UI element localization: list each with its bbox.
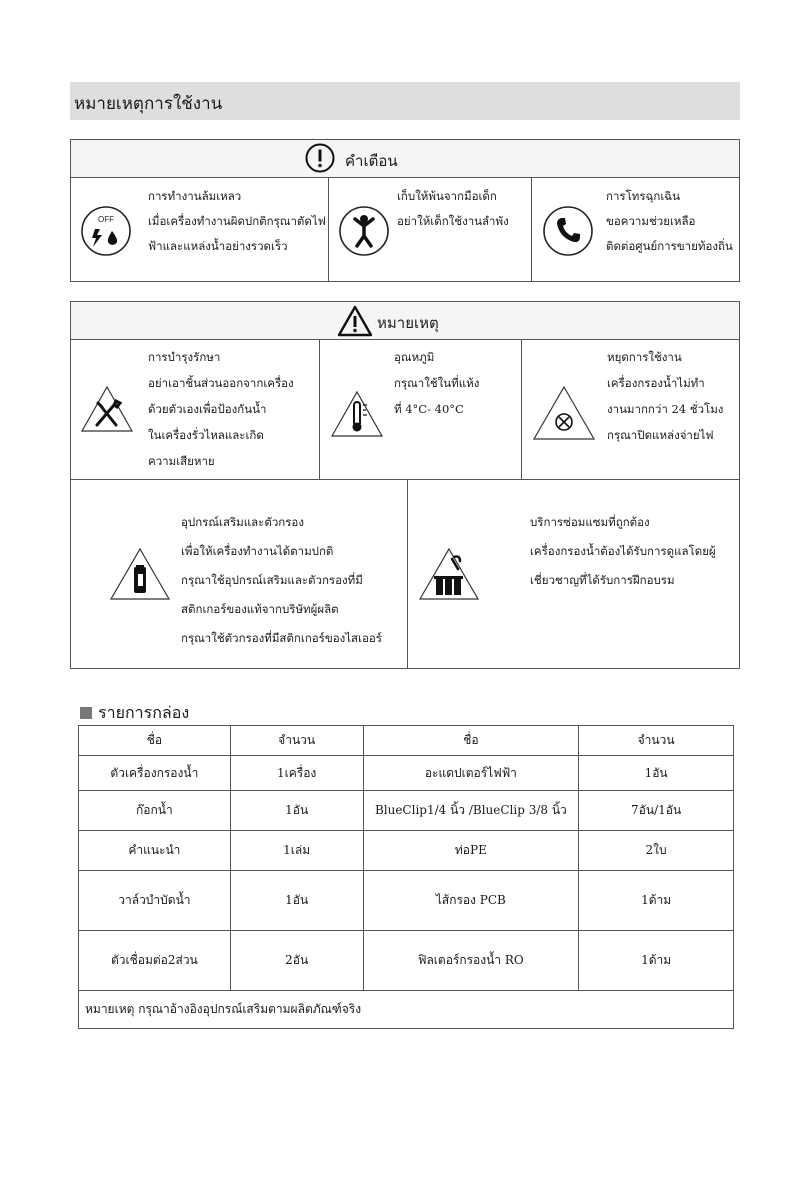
- notes-title: หมายเหตุ: [377, 314, 439, 332]
- notes-panel: [70, 301, 740, 669]
- table-cell: 1เครื่อง: [230, 756, 363, 791]
- square-bullet-icon: [80, 707, 92, 719]
- table-cell: ตัวเชื่อมต่อ2ส่วน: [79, 931, 231, 991]
- text-line: อุปกรณ์เสริมและตัวกรอง: [181, 515, 304, 529]
- notes-cell-3: [522, 340, 739, 479]
- text-line: ขอความช่วยเหลือ: [606, 214, 696, 228]
- warning-cell-1: [71, 178, 329, 281]
- text-line: เชี่ยวชาญที่ได้รับการฝึกอบรม: [530, 573, 675, 587]
- warning-panel: [70, 139, 740, 282]
- text-line: เก็บให้พ้นจากมือเด็ก: [397, 189, 497, 203]
- text-line: เครื่องกรองน้ำไม่ทำ: [607, 376, 705, 390]
- tools-icon: [80, 385, 134, 433]
- table-cell: 2อัน: [230, 931, 363, 991]
- table-cell: 1อัน: [230, 791, 363, 831]
- box-contents-table: [78, 725, 734, 1029]
- text-line: การทำงานล้มเหลว: [148, 189, 242, 203]
- text-line: การโทรฉุกเฉิน: [606, 189, 680, 203]
- warning-text: [148, 184, 326, 259]
- text-line: อุณหภูมิ: [394, 350, 435, 364]
- table-row: [79, 831, 734, 871]
- table-cell: 1อัน: [579, 756, 734, 791]
- text-line: ฟ้าและแหล่งน้ำอย่างรวดเร็ว: [148, 239, 288, 253]
- text-line: กรุณาใช้อุปกรณ์เสริมและตัวกรองที่มี: [181, 573, 363, 587]
- table-cell: 1ด้าม: [579, 871, 734, 931]
- table-cell: วาล์วบำบัดน้ำ: [79, 871, 231, 931]
- header-cell: จำนวน: [579, 726, 734, 756]
- service-icon: [418, 547, 480, 601]
- text-line: การบำรุงรักษา: [148, 350, 221, 364]
- notes-cell-5: [408, 480, 739, 668]
- table-cell: ก๊อกน้ำ: [79, 791, 231, 831]
- table-cell: BlueClip1/4 นิ้ว /BlueClip 3/8 นิ้ว: [363, 791, 579, 831]
- text-line: ที่ 4°C- 40°C: [394, 402, 464, 416]
- table-cell: ไส้กรอง PCB: [363, 871, 579, 931]
- text-line: เพื่อให้เครื่องทำงานได้ตามปกติ: [181, 544, 334, 558]
- text-line: ด้วยตัวเองเพื่อป้องกันน้ำ: [148, 402, 267, 416]
- header-cell: จำนวน: [230, 726, 363, 756]
- text-line: ติดต่อศูนย์การขายท้องถิ่น: [606, 239, 733, 253]
- table-cell: อะแดปเตอร์ไฟฟ้า: [363, 756, 579, 791]
- table-cell: 1เล่ม: [230, 831, 363, 871]
- table-cell: คำแนะนำ: [79, 831, 231, 871]
- text-line: ในเครื่องรั่วไหลและเกิด: [148, 428, 264, 442]
- header-cell: ชื่อ: [79, 726, 231, 756]
- text-line: งานมากกว่า 24 ชั่วโมง: [607, 402, 724, 416]
- table-cell: 1อัน: [230, 871, 363, 931]
- table-cell: ฟิลเตอร์กรองน้ำ RO: [363, 931, 579, 991]
- text-line: ความเสียหาย: [148, 454, 215, 468]
- section-header: [70, 82, 740, 120]
- stop-icon: [532, 385, 596, 441]
- text-line: อย่าให้เด็กใช้งานลำพัง: [397, 214, 509, 228]
- table-note-row: [79, 991, 734, 1029]
- warning-title-bar: [71, 140, 739, 178]
- notes-row-top: [71, 340, 739, 480]
- section-title: หมายเหตุการใช้งาน: [74, 94, 223, 114]
- notes-row-bottom: [71, 480, 739, 668]
- child-icon: [338, 205, 390, 257]
- box-heading: [80, 701, 189, 726]
- table-header-row: [79, 726, 734, 756]
- filter-cartridge-icon: [109, 547, 171, 601]
- table-cell: 1ด้าม: [579, 931, 734, 991]
- warning-cell-3: [532, 178, 739, 281]
- off-power-water-icon: [80, 205, 132, 257]
- notes-cell-4: [71, 480, 408, 668]
- table-row: [79, 931, 734, 991]
- table-note: หมายเหตุ กรุณาอ้างอิงอุปกรณ์เสริมตามผลิตภัณฑ์จริง: [79, 991, 734, 1029]
- exclamation-circle-icon: [305, 143, 335, 173]
- thermometer-icon: [330, 390, 384, 438]
- warning-title: คำเตือน: [345, 152, 398, 170]
- text-line: กรุณาใช้ในที่แห้ง: [394, 376, 480, 390]
- box-title: รายการกล่อง: [98, 703, 190, 722]
- text-line: เมื่อเครื่องทำงานผิดปกติกรุณาตัดไฟ: [148, 214, 326, 228]
- text-line: สติกเกอร์ของแท้จากบริษัทผู้ผลิต: [181, 602, 339, 616]
- table-cell: 2ใบ: [579, 831, 734, 871]
- table-row: [79, 791, 734, 831]
- notes-cell-2: [320, 340, 522, 479]
- text-line: กรุณาใช้ตัวกรองที่มีสติกเกอร์ของไสเออร์: [181, 631, 382, 645]
- notes-cell-1: [71, 340, 320, 479]
- notes-text: [148, 344, 294, 474]
- notes-text: [530, 508, 716, 595]
- table-row: [79, 871, 734, 931]
- table-cell: ตัวเครื่องกรองน้ำ: [79, 756, 231, 791]
- text-line: หยุดการใช้งาน: [607, 350, 682, 364]
- warning-triangle-icon: [337, 305, 373, 337]
- text-line: เครื่องกรองน้ำต้องได้รับการดูแลโดยผู้: [530, 544, 716, 558]
- table-row: [79, 756, 734, 791]
- notes-text: [394, 344, 479, 422]
- phone-icon: [542, 205, 594, 257]
- notes-text: [607, 344, 723, 448]
- table-cell: ท่อPE: [363, 831, 579, 871]
- svg-text:OFF: OFF: [98, 215, 114, 224]
- text-line: กรุณาปิดแหล่งจ่ายไฟ: [607, 428, 714, 442]
- notes-title-bar: [71, 302, 739, 340]
- header-cell: ชื่อ: [363, 726, 579, 756]
- warning-text: [606, 184, 733, 259]
- table-cell: 7อัน/1อัน: [579, 791, 734, 831]
- notes-text: [181, 508, 382, 653]
- warning-cell-2: [329, 178, 532, 281]
- text-line: บริการซ่อมแซมที่ถูกต้อง: [530, 515, 650, 529]
- warning-text: [397, 184, 509, 234]
- text-line: อย่าเอาชิ้นส่วนออกจากเครื่อง: [148, 376, 294, 390]
